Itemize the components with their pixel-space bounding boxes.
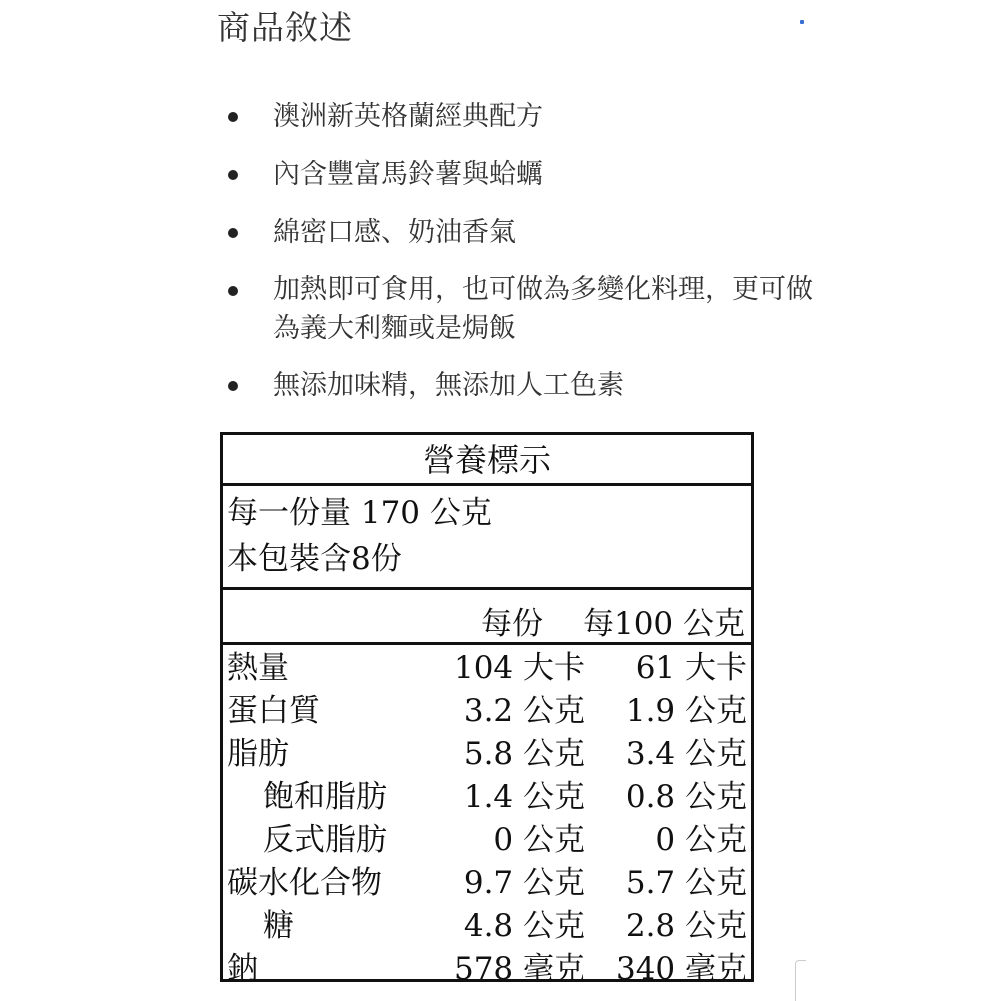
list-item — [225, 212, 825, 253]
per-serving-value: 4.8 公克 — [463, 908, 585, 944]
nutrient-name: 熱量 — [227, 650, 289, 686]
feature-text: 內含豐富馬鈴薯與蛤蠣 — [273, 159, 543, 190]
bullet-icon — [228, 381, 238, 391]
nutrient-rows — [223, 645, 751, 991]
serving-info — [223, 486, 751, 590]
table-row — [223, 690, 751, 733]
nutrient-name: 飽和脂肪 — [263, 779, 387, 815]
bullet-icon — [228, 112, 238, 122]
nutrient-name: 脂肪 — [227, 736, 289, 772]
per-serving-value: 9.7 公克 — [463, 865, 585, 901]
serving-size: 每一份量 170 公克 — [227, 495, 492, 531]
table-row — [223, 733, 751, 776]
per-serving-value: 104 大卡 — [453, 650, 585, 686]
table-row — [223, 647, 751, 690]
list-item — [225, 365, 825, 406]
per-100g-value: 5.7 公克 — [625, 865, 747, 901]
accent-dot — [800, 20, 804, 24]
servings-per-package: 本包裝含8份 — [227, 541, 402, 577]
scroll-edge — [795, 960, 806, 1001]
feature-text: 加熱即可食用，也可做為多變化料理，更可做為義大利麵或是焗飯 — [273, 274, 813, 344]
list-item — [225, 96, 825, 137]
nutrient-name: 反式脂肪 — [263, 822, 387, 858]
list-item — [225, 154, 825, 195]
column-header-row — [223, 590, 751, 645]
col-per-serving: 每份 — [481, 606, 543, 642]
per-serving-value: 0 公克 — [493, 822, 585, 858]
nutrition-title: 營養標示 — [223, 435, 751, 486]
table-row — [223, 819, 751, 862]
nutrient-name: 碳水化合物 — [227, 865, 382, 901]
nutrient-name: 蛋白質 — [227, 693, 320, 729]
bullet-icon — [228, 170, 238, 180]
feature-list — [225, 96, 825, 423]
per-100g-value: 340 毫克 — [615, 951, 747, 987]
per-100g-value: 3.4 公克 — [625, 736, 747, 772]
per-serving-value: 3.2 公克 — [463, 693, 585, 729]
per-100g-value: 61 大卡 — [635, 650, 747, 686]
nutrient-name: 糖 — [263, 908, 294, 944]
nutrient-name: 鈉 — [227, 951, 258, 987]
nutrition-label — [220, 432, 754, 987]
per-serving-value: 5.8 公克 — [463, 736, 585, 772]
feature-text: 無添加味精，無添加人工色素 — [273, 370, 624, 401]
list-item — [225, 270, 825, 348]
table-row — [223, 776, 751, 819]
per-serving-value: 1.4 公克 — [463, 779, 585, 815]
per-serving-value: 578 毫克 — [453, 951, 585, 987]
section-title: 商品敘述 — [217, 8, 353, 47]
table-row — [223, 948, 751, 991]
per-100g-value: 0.8 公克 — [625, 779, 747, 815]
table-row — [223, 905, 751, 948]
per-100g-value: 0 公克 — [655, 822, 747, 858]
table-row — [223, 862, 751, 905]
bullet-icon — [228, 228, 238, 238]
feature-text: 綿密口感、奶油香氣 — [273, 217, 516, 248]
col-per-100g: 每100 公克 — [582, 606, 745, 642]
per-100g-value: 2.8 公克 — [625, 908, 747, 944]
bullet-icon — [228, 286, 238, 296]
feature-text: 澳洲新英格蘭經典配方 — [273, 101, 543, 132]
per-100g-value: 1.9 公克 — [625, 693, 747, 729]
